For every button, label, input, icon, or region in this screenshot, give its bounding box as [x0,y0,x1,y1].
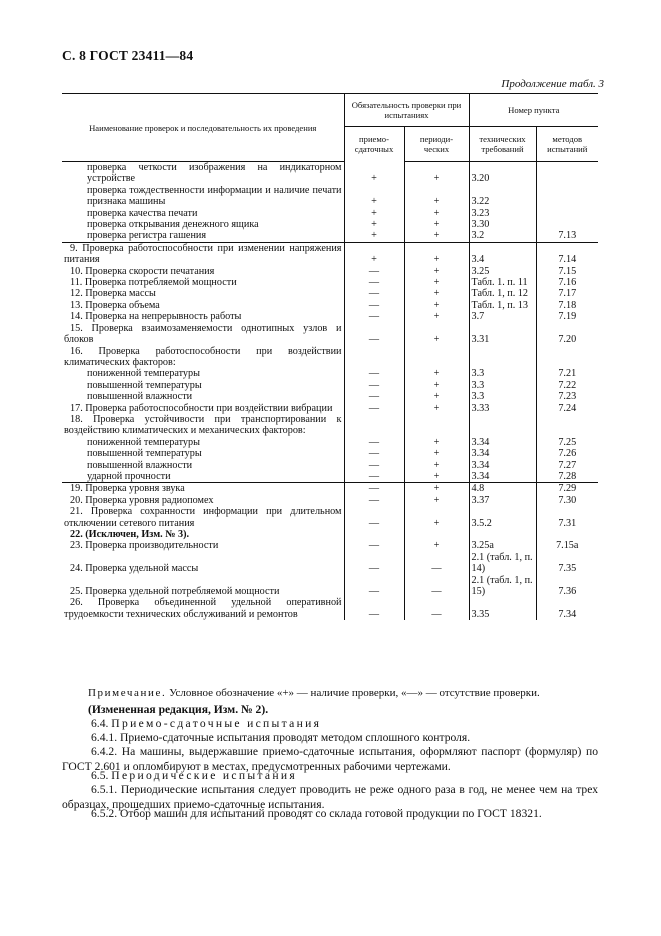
tech-req-ref: Табл. 1. п. 11 [469,277,536,288]
table-row [62,448,598,459]
page-header: С. 8 ГОСТ 23411—84 [62,48,194,63]
table-row [62,391,598,402]
periodic-mark: + [404,471,469,483]
check-name: проверка открывания денежного ящика [87,219,259,231]
table-row [62,277,598,288]
paragraph-6-5-2: 6.5.2. Отбор машин для испытаний проводят со склада готовой продукции по ГОСТ 18321. [91,807,542,820]
check-name: 14. Проверка на непрерывность работы [70,311,242,323]
periodic-mark: + [404,208,469,219]
tech-req-ref: 3.4 [469,242,536,265]
periodic-mark: + [404,495,469,506]
check-name: 20. Проверка уровня радиопомех [70,494,214,506]
periodic-mark [404,414,469,437]
test-method-ref [536,346,598,369]
periodic-mark: + [404,483,469,495]
table-continuation-caption: Продолжение табл. 3 [501,78,604,90]
periodic-mark: + [404,391,469,402]
table-row [62,403,598,414]
test-method-ref: 7.24 [536,403,598,414]
tech-req-ref: 3.31 [469,323,536,346]
acceptance-mark: — [344,288,404,299]
acceptance-mark: — [344,266,404,277]
acceptance-mark: + [344,230,404,242]
acceptance-mark: — [344,448,404,459]
test-method-ref: 7.35 [536,552,598,575]
test-method-ref: 7.28 [536,471,598,483]
section-6-5-heading [62,769,598,784]
table-row [62,219,598,230]
table-row [62,437,598,448]
col-header-item-number: Номер пункта [469,94,598,127]
periodic-mark: + [404,437,469,448]
check-name: ударной прочности [87,470,171,482]
tech-req-ref: 3.3 [469,368,536,379]
acceptance-mark: — [344,403,404,414]
check-name: 23. Проверка производительности [70,540,219,552]
test-method-ref: 7.25 [536,437,598,448]
test-method-ref: 7.13 [536,162,598,243]
table-note [88,687,540,699]
test-method-ref: 7.34 [536,597,598,620]
col-header-test-methods: методов испытаний [536,127,598,162]
periodic-mark: + [404,448,469,459]
periodic-mark: + [404,288,469,299]
test-method-ref: 7.29 [536,483,598,495]
check-name: 22. (Исключен, Изм. № 3). [70,529,190,540]
check-name: повышенной влажности [87,391,193,403]
test-method-ref: 7.14 [536,242,598,265]
col-header-tech-req: технических требований [469,127,536,162]
table-row [62,162,598,185]
test-method-ref: 7.22 [536,380,598,391]
acceptance-mark: — [344,506,404,529]
table-row [62,540,598,551]
test-method-ref [536,529,598,540]
tech-req-ref: Табл. 1, п. 12 [469,288,536,299]
table-row [62,242,598,265]
check-name: повышенной влажности [87,459,193,471]
check-name: пониженной температуры [87,436,200,448]
tech-req-ref: 3.34 [469,437,536,448]
acceptance-mark: — [344,277,404,288]
acceptance-mark: + [344,242,404,265]
test-method-ref: 7.31 [536,506,598,529]
check-name: 21. Проверка сохранности информации при длительном отключении сетевого питания [64,506,342,529]
periodic-mark: + [404,368,469,379]
tech-req-ref: 3.7 [469,311,536,322]
table-row [62,208,598,219]
paragraph-6-4-1: 6.4.1. Приемо-сдаточные испытания проводят методом сплошного контроля. [91,731,471,744]
periodic-mark: + [404,277,469,288]
paragraph-6-4-2: 6.4.2. На машины, выдержавшие приемо-сдаточные испытания, оформляют паспорт (формуляр) по ГОСТ 2.601 и опломбируют в местах, предусмотренных рабочими чертежами. [62,745,598,773]
checks-table [62,93,598,620]
table-body [62,162,598,621]
check-name: 17. Проверка работоспособности при воздействии вибрации [70,402,333,414]
periodic-mark: + [404,219,469,230]
check-name: проверка четкости изображения на индикаторном устройстве [87,162,342,185]
check-name: 16. Проверка работоспособности при воздействии климатических факторов: [64,345,342,368]
periodic-mark: + [404,230,469,242]
tech-req-ref [469,414,536,437]
tech-req-ref: 3.22 [469,185,536,208]
periodic-mark: + [404,323,469,346]
acceptance-mark [344,529,404,540]
tech-req-ref: Табл. 1, п. 13 [469,300,536,311]
section-6-5-number: 6.5. [91,769,109,782]
check-name: 11. Проверка потребляемой мощности [70,277,237,289]
acceptance-mark: + [344,185,404,208]
table-row [62,460,598,471]
section-6-4-title: Приемо-сдаточные испытания [111,717,322,730]
check-name: 15. Проверка взаимозаменяемости однотипных узлов и блоков [64,322,342,346]
table-row [62,288,598,299]
test-method-ref: 7.27 [536,460,598,471]
tech-req-ref: 3.5.2 [469,506,536,529]
tech-req-ref: 4.8 [469,483,536,495]
table-row [62,483,598,495]
tech-req-ref: 3.35 [469,597,536,620]
acceptance-mark: — [344,552,404,575]
acceptance-mark: — [344,460,404,471]
tech-req-ref: 2.1 (табл. 1, п. 14) [469,552,536,575]
check-name: 26. Проверка объединенной удельной оперативной трудоемкости технических обслуживаний и ремонтов [64,597,342,620]
test-method-ref: 7.19 [536,311,598,322]
test-method-ref: 7.21 [536,368,598,379]
section-6-4-heading [62,717,598,732]
acceptance-mark: — [344,391,404,402]
acceptance-mark: — [344,380,404,391]
check-name: 19. Проверка уровня звука [62,483,344,495]
note-label: Примечание. [88,687,167,699]
acceptance-mark: + [344,162,404,185]
acceptance-mark: — [344,368,404,379]
acceptance-mark: + [344,208,404,219]
test-method-ref [536,414,598,437]
table-row [62,506,598,529]
periodic-mark: + [404,540,469,551]
acceptance-mark: — [344,300,404,311]
acceptance-mark: — [344,540,404,551]
section-6-5-title: Периодические испытания [111,769,298,782]
tech-req-ref: 3.3 [469,391,536,402]
tech-req-ref: 3.34 [469,471,536,483]
acceptance-mark: — [344,311,404,322]
check-name: 24. Проверка удельной массы [70,563,199,575]
table-row [62,185,598,208]
periodic-mark: + [404,185,469,208]
check-name: 10. Проверка скорости печатания [70,265,215,277]
acceptance-mark [344,414,404,437]
periodic-mark: — [404,575,469,598]
tech-req-ref: 3.33 [469,403,536,414]
tech-req-ref: 3.23 [469,208,536,219]
revision-note [62,703,598,718]
table-row [62,552,598,575]
tech-req-ref: 2.1 (табл. 1, п. 15) [469,575,536,598]
check-name: повышенной температуры [87,379,202,391]
tech-req-ref: 3.25 [469,266,536,277]
acceptance-mark: — [344,323,404,346]
col-header-periodic: периоди-ческих [404,127,469,162]
periodic-mark: + [404,162,469,185]
table-row [62,300,598,311]
acceptance-mark: — [344,597,404,620]
check-name: 18. Проверка устойчивости при транспортировании к воздействию климатических и механических факторов: [64,413,342,437]
check-name: повышенной температуры [87,448,202,460]
periodic-mark: + [404,300,469,311]
test-method-ref: 7.20 [536,323,598,346]
acceptance-mark: — [344,495,404,506]
acceptance-mark [344,346,404,369]
tech-req-ref: 3.3 [469,380,536,391]
tech-req-ref: 3.20 [469,162,536,185]
note-text: Условное обозначение «+» — наличие проверки, «—» — отсутствие проверки. [169,687,540,699]
tech-req-ref: 3.37 [469,495,536,506]
check-name: 12. Проверка массы [70,288,156,300]
tech-req-ref [469,346,536,369]
periodic-mark: + [404,403,469,414]
check-name: 25. Проверка удельной потребляемой мощности [70,586,280,598]
table-row [62,380,598,391]
table-row [62,346,598,369]
acceptance-mark: — [344,471,404,483]
acceptance-mark: — [344,575,404,598]
table-row [62,368,598,379]
test-method-ref: 7.17 [536,288,598,299]
acceptance-mark: — [344,483,404,495]
revision-text: (Измененная редакция, Изм. № 2). [88,703,269,716]
table-row [62,414,598,437]
check-name: проверка тождественности информации и наличие печати признака машины [87,184,342,208]
table-row [62,597,598,620]
periodic-mark: + [404,506,469,529]
tech-req-ref: 3.34 [469,448,536,459]
col-header-name: Наименование проверок и последовательность их проведения [62,94,344,162]
test-method-ref: 7.15 [536,266,598,277]
col-header-acceptance: приемо-сдаточных [344,127,404,162]
test-method-ref: 7.30 [536,495,598,506]
periodic-mark: — [404,597,469,620]
periodic-mark [404,346,469,369]
periodic-mark: — [404,552,469,575]
tech-req-ref: 3.2 [469,230,536,242]
test-method-ref: 7.15а [536,540,598,551]
check-name: проверка регистра гашения [87,230,207,242]
test-method-ref: 7.18 [536,300,598,311]
test-method-ref: 7.23 [536,391,598,402]
periodic-mark: + [404,266,469,277]
check-name: 13. Проверка объема [70,299,160,311]
table-row [62,495,598,506]
col-header-obligation: Обязательность проверки при испытаниях [344,94,469,127]
table-row [62,323,598,346]
acceptance-mark: + [344,219,404,230]
table-row [62,575,598,598]
tech-req-ref: 3.34 [469,460,536,471]
paragraph-6-5-1: 6.5.1. Периодические испытания следует проводить не реже одного раза в год, не менее чем на трех образцах, прошедших приемо-сдаточные испытания. [62,783,598,811]
table-row [62,266,598,277]
periodic-mark: + [404,311,469,322]
periodic-mark: + [404,380,469,391]
acceptance-mark: — [344,437,404,448]
periodic-mark: + [404,460,469,471]
test-method-ref: 7.36 [536,575,598,598]
table-row [62,230,598,242]
table-row [62,311,598,322]
tech-req-ref: 3.25а [469,540,536,551]
tech-req-ref [469,529,536,540]
check-name: пониженной температуры [87,368,200,380]
check-name: проверка качества печати [87,207,198,219]
test-method-ref: 7.26 [536,448,598,459]
periodic-mark: + [404,242,469,265]
table-row [62,529,598,540]
section-6-4-number: 6.4. [91,717,109,730]
tech-req-ref: 3.30 [469,219,536,230]
periodic-mark [404,529,469,540]
table-row [62,471,598,483]
test-method-ref: 7.16 [536,277,598,288]
check-name: 9. Проверка работоспособности при изменении напряжения питания [62,242,344,265]
